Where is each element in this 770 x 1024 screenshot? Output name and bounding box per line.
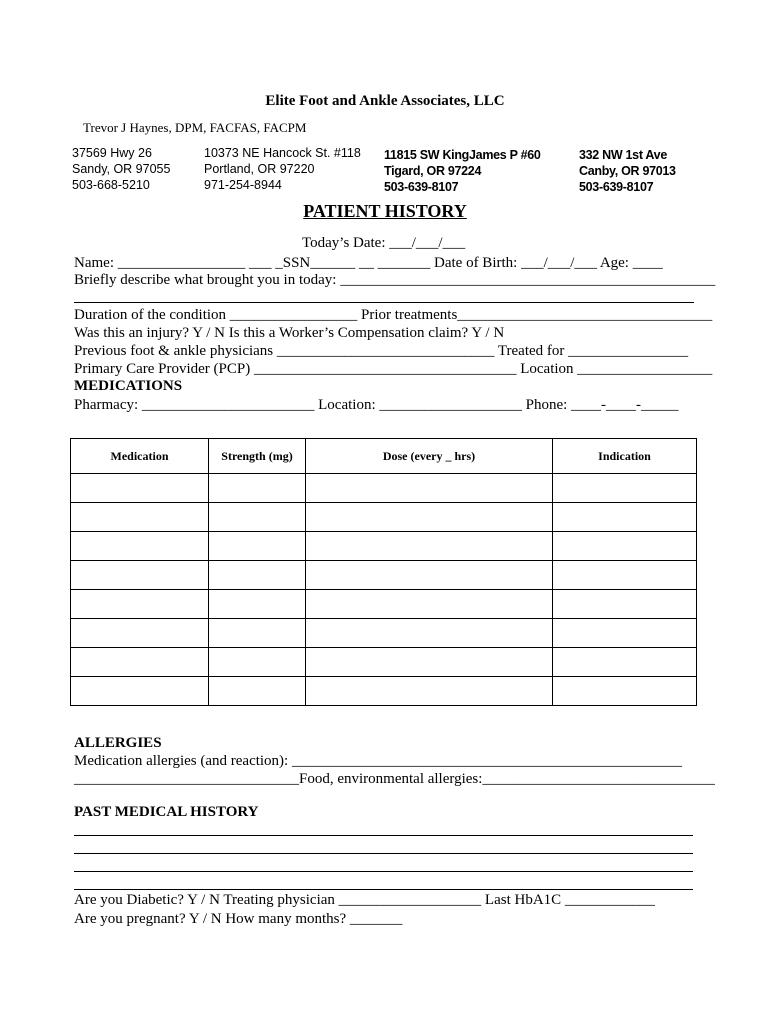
table-row: [71, 561, 697, 590]
column-header-dose: Dose (every _ hrs): [306, 439, 553, 474]
history-blank-line[interactable]: [74, 835, 693, 836]
medication-allergies-line[interactable]: Medication allergies (and reaction): ____________________________________________________: [74, 753, 682, 769]
column-header-medication: Medication: [71, 439, 209, 474]
cell-medication[interactable]: [71, 532, 209, 561]
pregnant-line[interactable]: Are you pregnant? Y / N How many months? _______: [74, 911, 403, 927]
cell-strength[interactable]: [209, 648, 306, 677]
office-phone: 971-254-8944: [204, 178, 282, 192]
cell-strength[interactable]: [209, 532, 306, 561]
cell-indication[interactable]: [553, 648, 697, 677]
office-city: Sandy, OR 97055: [72, 162, 171, 176]
cell-dose[interactable]: [306, 590, 553, 619]
doctor-name: Trevor J Haynes, DPM, FACFAS, FACPM: [83, 120, 307, 135]
table-row: [71, 648, 697, 677]
cell-indication[interactable]: [553, 677, 697, 706]
cell-dose[interactable]: [306, 677, 553, 706]
history-blank-line[interactable]: [74, 871, 693, 872]
cell-indication[interactable]: [553, 532, 697, 561]
name-ssn-dob-age-line[interactable]: Name: _________________ ___ _SSN______ __ _______ Date of Birth: ___/___/___ Age: ____: [74, 255, 663, 271]
history-blank-line[interactable]: [74, 853, 693, 854]
cell-dose[interactable]: [306, 503, 553, 532]
office-address-tigard: [384, 147, 541, 195]
medications-heading: MEDICATIONS: [74, 378, 183, 394]
office-address-canby: [579, 147, 676, 195]
cell-strength[interactable]: [209, 677, 306, 706]
cell-indication[interactable]: [553, 619, 697, 648]
cell-strength[interactable]: [209, 619, 306, 648]
cell-dose[interactable]: [306, 619, 553, 648]
food-environmental-allergies-line[interactable]: ______________________________Food, environmental allergies:_______________________________: [74, 771, 715, 787]
office-city: Tigard, OR 97224: [384, 164, 482, 178]
table-row: [71, 474, 697, 503]
cell-strength[interactable]: [209, 474, 306, 503]
cell-dose[interactable]: [306, 532, 553, 561]
reason-for-visit-line[interactable]: Briefly describe what brought you in today: __________________________________________________: [74, 272, 716, 288]
past-medical-history-heading: PAST MEDICAL HISTORY: [74, 804, 259, 820]
cell-dose[interactable]: [306, 648, 553, 677]
office-street: 332 NW 1st Ave: [579, 148, 667, 162]
cell-indication[interactable]: [553, 590, 697, 619]
column-header-indication: Indication: [553, 439, 697, 474]
table-row: [71, 590, 697, 619]
practice-name: Elite Foot and Ankle Associates, LLC: [265, 93, 505, 109]
cell-medication[interactable]: [71, 561, 209, 590]
duration-prior-treatments-line[interactable]: Duration of the condition _________________ Prior treatments__________________________________: [74, 307, 713, 323]
cell-dose[interactable]: [306, 474, 553, 503]
cell-medication[interactable]: [71, 648, 209, 677]
medication-table: [70, 438, 697, 706]
table-row: [71, 532, 697, 561]
office-phone: 503-639-8107: [384, 180, 459, 194]
table-row: [71, 677, 697, 706]
cell-medication[interactable]: [71, 590, 209, 619]
office-street: 11815 SW KingJames P #60: [384, 148, 541, 162]
todays-date-field[interactable]: Today’s Date: ___/___/___: [302, 235, 466, 251]
office-address-sandy: [72, 145, 170, 193]
allergies-heading: ALLERGIES: [74, 735, 162, 751]
cell-dose[interactable]: [306, 561, 553, 590]
office-street: 37569 Hwy 26: [72, 146, 152, 160]
column-header-strength: Strength (mg): [209, 439, 306, 474]
medication-table-body: [71, 474, 697, 706]
diabetic-line[interactable]: Are you Diabetic? Y / N Treating physician ___________________ Last HbA1C ____________: [74, 892, 655, 908]
form-title: PATIENT HISTORY: [303, 201, 467, 221]
cell-strength[interactable]: [209, 590, 306, 619]
previous-physicians-line[interactable]: Previous foot & ankle physicians _____________________________ Treated for ________________: [74, 343, 689, 359]
office-address-portland: [204, 145, 361, 193]
pharmacy-line[interactable]: Pharmacy: _______________________ Location: ___________________ Phone: ____-____-_____: [74, 397, 679, 413]
cell-indication[interactable]: [553, 474, 697, 503]
office-phone: 503-639-8107: [579, 180, 654, 194]
cell-strength[interactable]: [209, 503, 306, 532]
office-street: 10373 NE Hancock St. #118: [204, 146, 361, 160]
table-row: [71, 619, 697, 648]
cell-medication[interactable]: [71, 503, 209, 532]
table-row: [71, 503, 697, 532]
cell-medication[interactable]: [71, 619, 209, 648]
office-city: Canby, OR 97013: [579, 164, 676, 178]
cell-medication[interactable]: [71, 474, 209, 503]
cell-indication[interactable]: [553, 503, 697, 532]
office-phone: 503-668-5210: [72, 178, 150, 192]
history-blank-line[interactable]: [74, 889, 693, 890]
injury-workers-comp-line[interactable]: Was this an injury? Y / N Is this a Worker’s Compensation claim? Y / N: [74, 325, 505, 341]
cell-indication[interactable]: [553, 561, 697, 590]
cell-medication[interactable]: [71, 677, 209, 706]
table-header-row: [71, 439, 697, 474]
office-city: Portland, OR 97220: [204, 162, 315, 176]
primary-care-provider-line[interactable]: Primary Care Provider (PCP) ___________________________________ Location __________________: [74, 361, 713, 377]
cell-strength[interactable]: [209, 561, 306, 590]
reason-continuation-rule[interactable]: [74, 302, 694, 303]
